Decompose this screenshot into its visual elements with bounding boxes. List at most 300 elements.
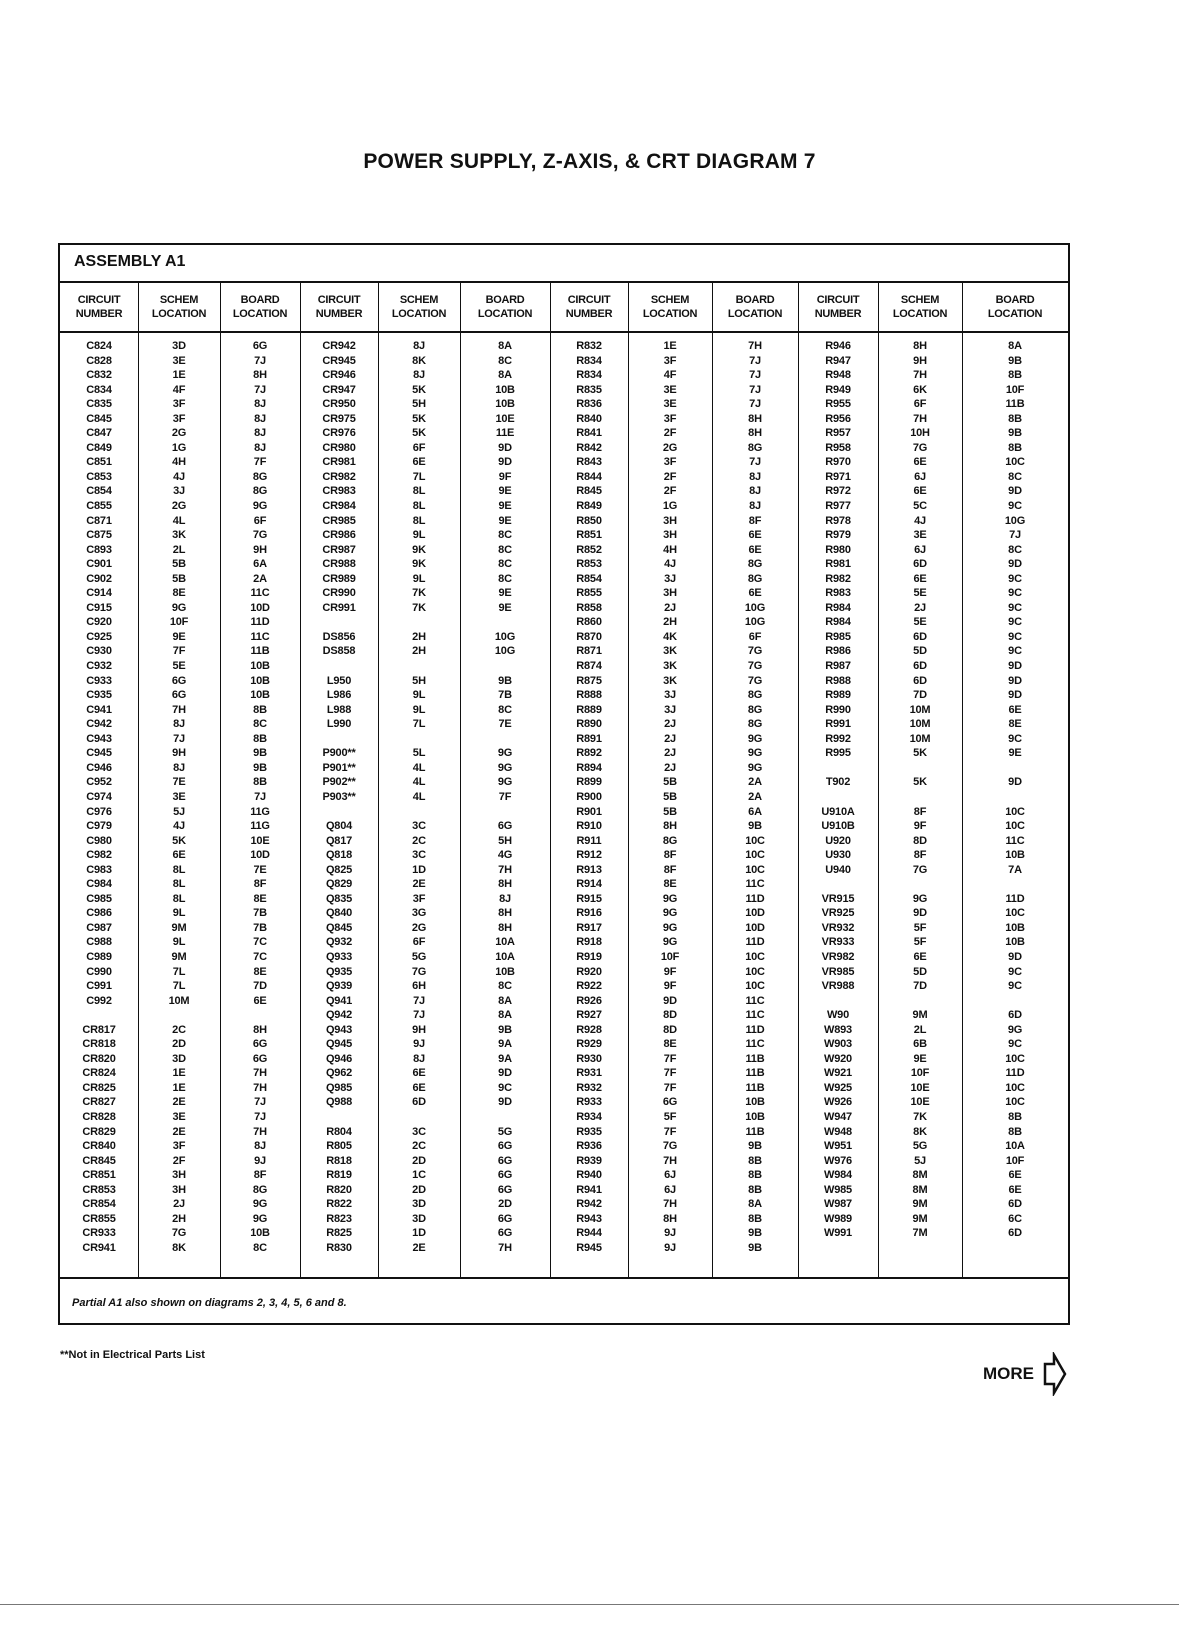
table-cell: C834 — [86, 383, 112, 396]
table-cell: CR982 — [322, 470, 356, 483]
table-cell: 9J — [254, 1154, 266, 1167]
circuit-number-column — [550, 283, 628, 1277]
table-cell: 8G — [747, 703, 763, 716]
column-group-1 — [60, 283, 300, 1277]
table-cell: 8K — [172, 1241, 186, 1254]
table-cell: CR817 — [82, 1023, 116, 1036]
table-cell: 10F — [169, 616, 189, 629]
arrow-right-outline-icon — [1042, 1352, 1068, 1396]
table-cell: 7H — [748, 340, 762, 352]
table-cell: 8J — [254, 1140, 266, 1153]
table-cell: C835 — [86, 398, 112, 411]
table-cell: 8H — [913, 340, 927, 352]
table-cell: 3E — [663, 383, 677, 396]
table-cell: R981 — [825, 558, 851, 571]
table-cell: 7C — [253, 950, 267, 963]
table-cell: C943 — [86, 732, 112, 745]
table-cell: R894 — [576, 761, 602, 774]
table-cell: CR989 — [322, 572, 356, 585]
table-cell: 8D — [913, 834, 927, 847]
table-cell: 8A — [498, 994, 512, 1007]
table-cell: R934 — [576, 1110, 602, 1123]
table-cell: W991 — [824, 1227, 852, 1240]
table-cell: 11B — [745, 1125, 765, 1138]
table-cell: 9G — [747, 761, 763, 774]
table-cell: 11D — [250, 616, 270, 629]
more-link[interactable] — [983, 1352, 1068, 1396]
table-cell: 5K — [412, 427, 426, 440]
table-cell: 1E — [172, 1081, 186, 1094]
table-cell: 3D — [412, 1212, 426, 1225]
table-cell: R845 — [576, 485, 602, 498]
table-cell: R990 — [825, 703, 851, 716]
table-cell: 6C — [1008, 1212, 1022, 1225]
table-cell: 7B — [498, 689, 512, 702]
table-cell: 7F — [253, 456, 267, 469]
column-group-2 — [300, 283, 550, 1277]
table-cell: 10F — [660, 950, 680, 963]
table-cell: C847 — [86, 427, 112, 440]
table-cell — [378, 1110, 460, 1125]
table-cell: 11C — [250, 587, 270, 600]
table-cell: 2D — [412, 1154, 426, 1167]
table-cell: 5K — [412, 383, 426, 396]
table-cell: P901** — [322, 761, 356, 774]
table-cell: 8E — [253, 965, 267, 978]
table-cell: 9B — [748, 1140, 762, 1153]
column-header: BOARD LOCATION — [477, 294, 533, 320]
table-cell: CR825 — [82, 1081, 116, 1094]
table-cell: 10C — [1005, 1081, 1025, 1094]
table-cell: 5K — [913, 747, 927, 760]
table-cell: R978 — [825, 514, 851, 527]
table-cell: R836 — [576, 398, 602, 411]
table-cell: 8J — [413, 1052, 425, 1065]
table-cell: 11B — [745, 1067, 765, 1080]
table-cell: 8E — [1008, 718, 1022, 731]
table-cell: R892 — [576, 747, 602, 760]
table-cell: 8L — [172, 863, 186, 876]
table-cell: 5G — [411, 950, 427, 963]
table-cell: W926 — [824, 1096, 852, 1109]
table-cell: W987 — [824, 1198, 852, 1211]
table-cell: 10C — [745, 965, 765, 978]
table-cell: CR851 — [82, 1169, 116, 1182]
table-cell — [300, 615, 378, 630]
table-cell — [962, 877, 1068, 892]
table-cell: 3D — [412, 1198, 426, 1211]
table-cell: 3H — [172, 1183, 186, 1196]
table-cell: 10F — [1005, 383, 1025, 396]
table-cell: Q988 — [325, 1096, 353, 1109]
table-cell: R920 — [576, 965, 602, 978]
table-cell: 4J — [664, 558, 676, 571]
table-cell: R940 — [576, 1169, 602, 1182]
table-cell: C982 — [86, 849, 112, 862]
table-cell: R989 — [825, 689, 851, 702]
table-cell — [378, 615, 460, 630]
table-cell: C824 — [86, 340, 112, 352]
table-cell: 8A — [498, 369, 512, 382]
table-cell: 7J — [1009, 529, 1021, 542]
column-group-3 — [550, 283, 798, 1277]
table-cell — [138, 1008, 220, 1023]
table-cell: 7E — [172, 776, 186, 789]
schem-location-column — [378, 283, 460, 1277]
table-cell: 4L — [412, 776, 426, 789]
table-cell: 9C — [1008, 732, 1022, 745]
table-cell: R945 — [576, 1241, 602, 1254]
table-cell: 7G — [411, 965, 427, 978]
table-cell: CR976 — [322, 427, 356, 440]
table-cell: R982 — [825, 572, 851, 585]
table-cell: 8C — [498, 529, 512, 542]
table-cell: R850 — [576, 514, 602, 527]
table-cell: 8B — [748, 1154, 762, 1167]
table-cell: 7G — [747, 674, 763, 687]
table-cell: 10M — [909, 703, 931, 716]
table-cell: 8E — [172, 587, 186, 600]
table-cell: Q825 — [325, 863, 353, 876]
table-cell: 9D — [1008, 660, 1022, 673]
table-cell: VR988 — [821, 980, 855, 993]
table-cell — [962, 790, 1068, 805]
table-cell: 11B — [1005, 398, 1025, 411]
table-cell: 10C — [1005, 456, 1025, 469]
table-cell: R922 — [576, 980, 602, 993]
table-cell: 10G — [494, 630, 516, 643]
table-cell: 4K — [663, 630, 677, 643]
table-cell: 7D — [913, 689, 927, 702]
table-cell: R926 — [576, 994, 602, 1007]
table-cell: 7J — [749, 369, 761, 382]
table-cell: R946 — [825, 340, 851, 352]
table-cell: 9G — [662, 892, 678, 905]
table-cell: R916 — [576, 907, 602, 920]
table-cell: 6F — [412, 441, 426, 454]
table-cell: 2D — [498, 1198, 512, 1211]
table-cell — [962, 761, 1068, 776]
table-cell: 6E — [1008, 703, 1022, 716]
table-cell: 8H — [498, 878, 512, 891]
table-cell: 10E — [910, 1096, 930, 1109]
table-footnote: Partial A1 also shown on diagrams 2, 3, 4, 5, 6 and 8. — [72, 1297, 347, 1309]
table-cell: Q942 — [325, 1009, 353, 1022]
table-cell: 5B — [172, 558, 186, 571]
table-cell: 6G — [497, 1183, 513, 1196]
table-cell: Q962 — [325, 1067, 353, 1080]
table-cell: 7F — [663, 1052, 677, 1065]
table-cell: 9C — [1008, 572, 1022, 585]
table-cell: R858 — [576, 601, 602, 614]
table-cell: 2A — [748, 790, 762, 803]
table-cell: VR925 — [821, 907, 855, 920]
table-cell: 7H — [172, 703, 186, 716]
table-cell: 8B — [1008, 441, 1022, 454]
table-cell: 3F — [663, 412, 677, 425]
table-cell: 7D — [913, 980, 927, 993]
table-cell: 5J — [914, 1154, 926, 1167]
table-cell: 7F — [663, 1125, 677, 1138]
table-cell: C914 — [86, 587, 112, 600]
table-cell: C946 — [86, 761, 112, 774]
table-cell: R853 — [576, 558, 602, 571]
table-cell: 6E — [172, 849, 186, 862]
table-cell: R854 — [576, 572, 602, 585]
table-cell: 3E — [172, 790, 186, 803]
table-cell: 9D — [498, 1067, 512, 1080]
table-cell: 7L — [412, 718, 426, 731]
table-cell — [798, 877, 878, 892]
table-cell: R841 — [576, 427, 602, 440]
table-cell: C902 — [86, 572, 112, 585]
table-cell: 9E — [498, 485, 512, 498]
table-cell: 9D — [498, 441, 512, 454]
table-cell: 7H — [913, 412, 927, 425]
table-cell: R835 — [576, 383, 602, 396]
table-cell: CR933 — [82, 1227, 116, 1240]
table-cell: 8G — [252, 470, 268, 483]
column-header: CIRCUIT NUMBER — [315, 294, 363, 320]
table-cell: 10E — [910, 1081, 930, 1094]
table-cell: 2L — [172, 543, 186, 556]
table-cell: 6K — [913, 383, 927, 396]
table-cell: R834 — [576, 369, 602, 382]
table-cell: R822 — [326, 1198, 352, 1211]
table-cell: R918 — [576, 936, 602, 949]
table-cell: 8B — [1008, 1110, 1022, 1123]
table-cell: 8J — [254, 412, 266, 425]
table-cell: 6J — [664, 1169, 676, 1182]
table-cell: 8E — [663, 878, 677, 891]
table-cell: 8H — [748, 427, 762, 440]
table-cell — [798, 761, 878, 776]
table-cell: 9L — [412, 529, 426, 542]
table-cell: CR845 — [82, 1154, 116, 1167]
table-cell: 7J — [254, 383, 266, 396]
table-cell — [460, 732, 550, 747]
table-cell: 10C — [745, 980, 765, 993]
table-cell: 9L — [172, 907, 186, 920]
table-cell: 9E — [498, 514, 512, 527]
table-cell: 8B — [253, 732, 267, 745]
table-cell: 11G — [250, 805, 270, 818]
table-cell: 9F — [663, 965, 677, 978]
page-footnote: **Not in Electrical Parts List — [60, 1349, 205, 1361]
table-cell: 6E — [412, 1081, 426, 1094]
table-cell: 6G — [252, 1052, 268, 1065]
table-cell: 9C — [1008, 645, 1022, 658]
table-cell: 10B — [745, 1096, 765, 1109]
table-cell: 10G — [744, 601, 766, 614]
table-cell: 10G — [1004, 514, 1026, 527]
table-cell: 2J — [664, 747, 676, 760]
table-cell: R914 — [576, 878, 602, 891]
table-cell: 9G — [662, 907, 678, 920]
table-cell: R955 — [825, 398, 851, 411]
table-cell: C920 — [86, 616, 112, 629]
table-cell: 10C — [745, 849, 765, 862]
table-cell: 4L — [172, 514, 186, 527]
table-cell: 5G — [912, 1140, 928, 1153]
table-cell: 8K — [913, 1125, 927, 1138]
table-cell: 2A — [748, 776, 762, 789]
table-cell: C851 — [86, 456, 112, 469]
table-cell: 6E — [253, 994, 267, 1007]
table-cell: 9B — [253, 747, 267, 760]
table-cell: 2J — [664, 601, 676, 614]
table-cell — [300, 659, 378, 674]
table-cell: 8J — [173, 761, 185, 774]
table-cell: W893 — [824, 1023, 852, 1036]
table-cell: 10C — [1005, 1052, 1025, 1065]
table-cell: 8H — [498, 921, 512, 934]
table-cell: P902** — [322, 776, 356, 789]
table-cell: 10A — [495, 950, 515, 963]
table-cell: R830 — [326, 1241, 352, 1254]
table-cell: 5K — [172, 834, 186, 847]
table-cell: 9B — [748, 820, 762, 833]
table-cell: 3K — [172, 529, 186, 542]
table-cell: 9H — [412, 1023, 426, 1036]
table-cell: L986 — [326, 689, 352, 702]
table-cell: R927 — [576, 1009, 602, 1022]
table-cell: 8G — [747, 441, 763, 454]
table-cell: R825 — [326, 1227, 352, 1240]
column-header: BOARD LOCATION — [987, 294, 1043, 320]
table-cell: 3F — [172, 412, 186, 425]
table-cell: 9G — [1007, 1023, 1023, 1036]
table-cell: 9G — [171, 601, 187, 614]
table-cell: 4F — [172, 383, 186, 396]
board-location-column — [712, 283, 798, 1277]
table-cell: 2D — [412, 1183, 426, 1196]
table-cell: R942 — [576, 1198, 602, 1211]
table-cell: 8G — [252, 1183, 268, 1196]
table-cell: 6E — [412, 456, 426, 469]
table-cell: 9C — [1008, 965, 1022, 978]
table-cell: 9E — [498, 587, 512, 600]
table-cell: 8F — [913, 805, 927, 818]
table-cell: R985 — [825, 630, 851, 643]
table-cell: R849 — [576, 500, 602, 513]
table-cell: R832 — [576, 340, 602, 352]
table-cell: 11C — [250, 630, 270, 643]
table-cell: Q939 — [325, 980, 353, 993]
table-cell: C871 — [86, 514, 112, 527]
table-cell: 10G — [494, 645, 516, 658]
table-cell: C945 — [86, 747, 112, 760]
table-cell: 8F — [748, 514, 762, 527]
table-cell: 9B — [748, 1227, 762, 1240]
table-cell: 1E — [663, 340, 677, 352]
table-cell: 9B — [748, 1241, 762, 1254]
table-cell: 11E — [495, 427, 515, 440]
table-cell: 6E — [748, 587, 762, 600]
table-cell: 2H — [172, 1212, 186, 1225]
table-cell: 9C — [1008, 980, 1022, 993]
table-cell: C855 — [86, 500, 112, 513]
table-cell: R919 — [576, 950, 602, 963]
table-cell: C986 — [86, 907, 112, 920]
table-cell: 7D — [253, 980, 267, 993]
table-cell: 3J — [664, 572, 676, 585]
table-cell: 8D — [663, 1009, 677, 1022]
table-cell: 6E — [913, 456, 927, 469]
table-cell: 9K — [412, 543, 426, 556]
table-cell: 6E — [1008, 1169, 1022, 1182]
table-cell: 10M — [909, 718, 931, 731]
table-cell: 3J — [173, 485, 185, 498]
table-cell: 8J — [413, 340, 425, 352]
table-cell: 9J — [664, 1241, 676, 1254]
table-cell: 1C — [412, 1169, 426, 1182]
table-cell: Q946 — [325, 1052, 353, 1065]
table-cell: 7J — [254, 1110, 266, 1123]
table-cell: 4G — [497, 849, 513, 862]
table-cell: 10C — [1005, 1096, 1025, 1109]
table-cell: 7G — [912, 441, 928, 454]
table-cell: 5F — [663, 1110, 677, 1123]
table-cell: 8J — [254, 398, 266, 411]
table-cell: 9C — [498, 1081, 512, 1094]
table-cell: 8G — [747, 572, 763, 585]
table-cell: C875 — [86, 529, 112, 542]
table-cell: 7H — [253, 1067, 267, 1080]
column-header: SCHEM LOCATION — [642, 294, 698, 320]
table-cell: 8K — [412, 354, 426, 367]
table-cell: VR915 — [821, 892, 855, 905]
table-cell: 8E — [253, 892, 267, 905]
table-cell: 7K — [412, 587, 426, 600]
table-cell: CR828 — [82, 1110, 116, 1123]
table-cell: L950 — [326, 674, 352, 687]
table-cell: Q933 — [325, 950, 353, 963]
table-cell: C952 — [86, 776, 112, 789]
table-cell: R855 — [576, 587, 602, 600]
table-cell: 3D — [172, 1052, 186, 1065]
table-cell: 2H — [663, 616, 677, 629]
table-cell: 9D — [1008, 674, 1022, 687]
table-cell: 3K — [663, 660, 677, 673]
table-cell: 4H — [663, 543, 677, 556]
table-cell: R932 — [576, 1081, 602, 1094]
table-cell — [300, 805, 378, 820]
column-header: CIRCUIT NUMBER — [565, 294, 613, 320]
column-header: CIRCUIT NUMBER — [814, 294, 862, 320]
table-cell: 7H — [663, 1198, 677, 1211]
table-cell: 5C — [913, 500, 927, 513]
table-cell: 6G — [171, 689, 187, 702]
table-cell: R943 — [576, 1212, 602, 1225]
table-cell: 10F — [1005, 1154, 1025, 1167]
table-cell: 9G — [912, 892, 928, 905]
table-cell: 9D — [498, 1096, 512, 1109]
table-cell: 9F — [913, 820, 927, 833]
table-cell: 9F — [663, 980, 677, 993]
table-cell: 8M — [912, 1183, 928, 1196]
table-cell: 9G — [497, 776, 513, 789]
table-cell: 1E — [172, 369, 186, 382]
table-cell: 8C — [1008, 470, 1022, 483]
table-cell: 3F — [172, 398, 186, 411]
table-cell: 8C — [253, 1241, 267, 1254]
table-cell — [878, 761, 962, 776]
table-cell: C988 — [86, 936, 112, 949]
table-cell: CR988 — [322, 558, 356, 571]
table-cell: 7F — [663, 1081, 677, 1094]
table-cell: 2J — [173, 1198, 185, 1211]
